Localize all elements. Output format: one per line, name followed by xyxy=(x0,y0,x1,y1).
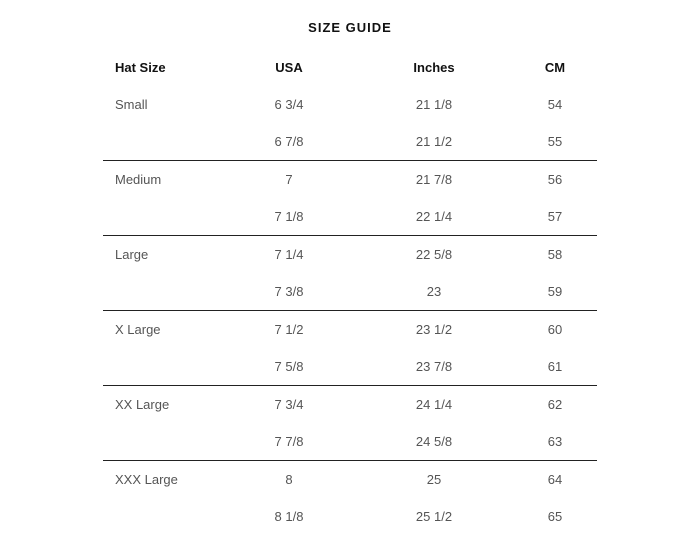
inches-size: 23 xyxy=(426,284,442,299)
header-inches: Inches xyxy=(413,60,455,75)
hat-size-label: X Large xyxy=(115,322,161,337)
inches-size: 21 1/2 xyxy=(415,134,453,149)
cm-size: 54 xyxy=(547,97,563,112)
table-row xyxy=(103,86,597,123)
size-group-medium xyxy=(103,160,597,235)
cm-size: 60 xyxy=(547,322,563,337)
cm-size: 65 xyxy=(547,509,563,524)
usa-size: 7 7/8 xyxy=(274,434,304,449)
hat-size-label: Large xyxy=(115,247,149,262)
usa-size: 7 5/8 xyxy=(274,359,304,374)
usa-size: 6 7/8 xyxy=(274,134,304,149)
hat-size-label: Medium xyxy=(115,172,162,187)
inches-size: 23 1/2 xyxy=(415,322,453,337)
table-row xyxy=(103,236,597,273)
size-group-x-large xyxy=(103,310,597,385)
hat-size-label: Small xyxy=(115,97,148,112)
size-group-small xyxy=(103,86,597,160)
inches-size: 21 1/8 xyxy=(415,97,453,112)
usa-size: 8 xyxy=(285,472,293,487)
table-row xyxy=(103,311,597,348)
cm-size: 58 xyxy=(547,247,563,262)
header-usa: USA xyxy=(275,60,303,75)
cm-size: 61 xyxy=(547,359,563,374)
inches-size: 25 xyxy=(426,472,442,487)
cm-size: 59 xyxy=(547,284,563,299)
size-group-xx-large xyxy=(103,385,597,460)
page-title: SIZE GUIDE xyxy=(308,20,392,35)
header-cm: CM xyxy=(544,60,566,75)
size-group-xxx-large xyxy=(103,460,597,535)
cm-size: 64 xyxy=(547,472,563,487)
cm-size: 57 xyxy=(547,209,563,224)
usa-size: 7 1/4 xyxy=(274,247,304,262)
size-group-large xyxy=(103,235,597,310)
table-row xyxy=(103,161,597,198)
inches-size: 23 7/8 xyxy=(415,359,453,374)
cm-size: 56 xyxy=(547,172,563,187)
size-guide-table xyxy=(103,50,597,535)
inches-size: 22 1/4 xyxy=(415,209,453,224)
table-row xyxy=(103,498,597,535)
inches-size: 22 5/8 xyxy=(415,247,453,262)
table-row xyxy=(103,348,597,385)
inches-size: 25 1/2 xyxy=(415,509,453,524)
table-row xyxy=(103,198,597,235)
header-hat-size: Hat Size xyxy=(115,60,166,75)
usa-size: 7 3/8 xyxy=(274,284,304,299)
table-row xyxy=(103,273,597,310)
cm-size: 62 xyxy=(547,397,563,412)
table-row xyxy=(103,386,597,423)
table-row xyxy=(103,461,597,498)
hat-size-label: XXX Large xyxy=(115,472,178,487)
inches-size: 24 1/4 xyxy=(415,397,453,412)
usa-size: 7 3/4 xyxy=(274,397,304,412)
table-row xyxy=(103,423,597,460)
table-header xyxy=(103,50,597,86)
cm-size: 55 xyxy=(547,134,563,149)
usa-size: 7 1/8 xyxy=(274,209,304,224)
usa-size: 7 1/2 xyxy=(274,322,304,337)
usa-size: 7 xyxy=(285,172,293,187)
hat-size-label: XX Large xyxy=(115,397,170,412)
usa-size: 8 1/8 xyxy=(274,509,304,524)
inches-size: 21 7/8 xyxy=(415,172,453,187)
table-row xyxy=(103,123,597,160)
usa-size: 6 3/4 xyxy=(274,97,304,112)
cm-size: 63 xyxy=(547,434,563,449)
inches-size: 24 5/8 xyxy=(415,434,453,449)
